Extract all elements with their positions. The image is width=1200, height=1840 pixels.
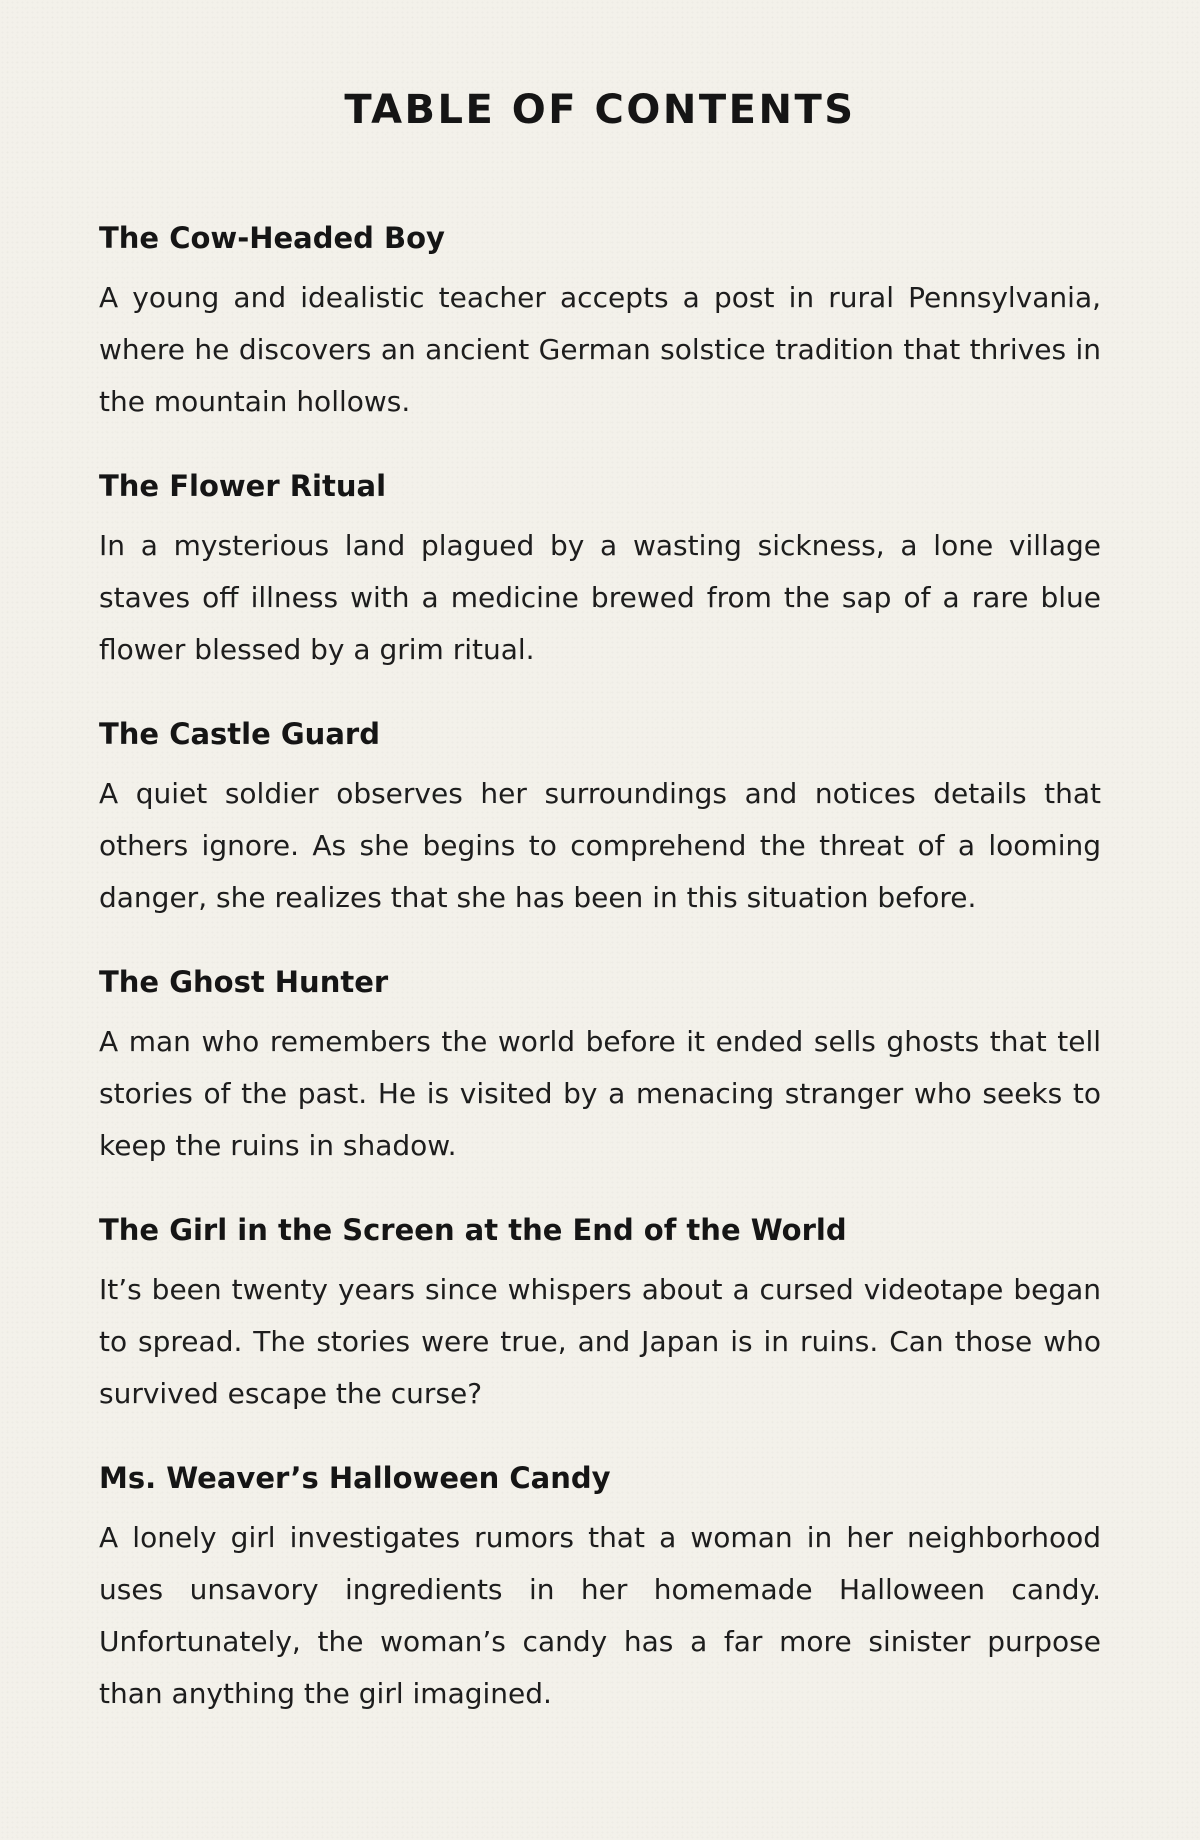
entry-description: A lonely girl investigates rumors that a woman in her neighborhood uses unsavory ingredients in her homemade Halloween candy. Unfortunately, the woman’s candy has a far more sinister purpose than anything the girl imagined. (99, 1521, 1101, 1710)
entry-title: The Ghost Hunter (99, 965, 389, 999)
entry-description: A quiet soldier observes her surroundings and notices details that others ignore. As she begins to comprehend the threat of a looming danger, she realizes that she has been in this situation before. (99, 777, 1101, 914)
entry-title: The Flower Ritual (99, 469, 387, 503)
toc-entry (99, 1208, 1101, 1420)
toc-entry (99, 464, 1101, 676)
entry-description: In a mysterious land plagued by a wasting sickness, a lone village staves off illness with a medicine brewed from the sap of a rare blue flower blessed by a grim ritual. (99, 529, 1101, 666)
entry-title: The Cow-Headed Boy (99, 221, 445, 255)
entry-description: A man who remembers the world before it ended sells ghosts that tell stories of the past. He is visited by a menacing stranger who seeks to keep the ruins in shadow. (99, 1025, 1101, 1162)
toc-entry (99, 960, 1101, 1172)
entry-description: A young and idealistic teacher accepts a post in rural Pennsylvania, where he discovers an ancient German solstice tradition that thrives in the mountain hollows. (99, 281, 1101, 418)
entry-title: The Castle Guard (99, 717, 380, 751)
entry-description: It’s been twenty years since whispers about a cursed videotape began to spread. The stories were true, and Japan is in ruins. Can those who survived escape the curse? (99, 1273, 1101, 1410)
page-title: TABLE OF CONTENTS (344, 87, 856, 133)
entry-title: The Girl in the Screen at the End of the World (99, 1213, 847, 1247)
toc-entry (99, 712, 1101, 924)
table-of-contents-list (99, 216, 1101, 1720)
toc-entry (99, 216, 1101, 428)
entry-title: Ms. Weaver’s Halloween Candy (99, 1461, 611, 1495)
toc-entry (99, 1456, 1101, 1720)
